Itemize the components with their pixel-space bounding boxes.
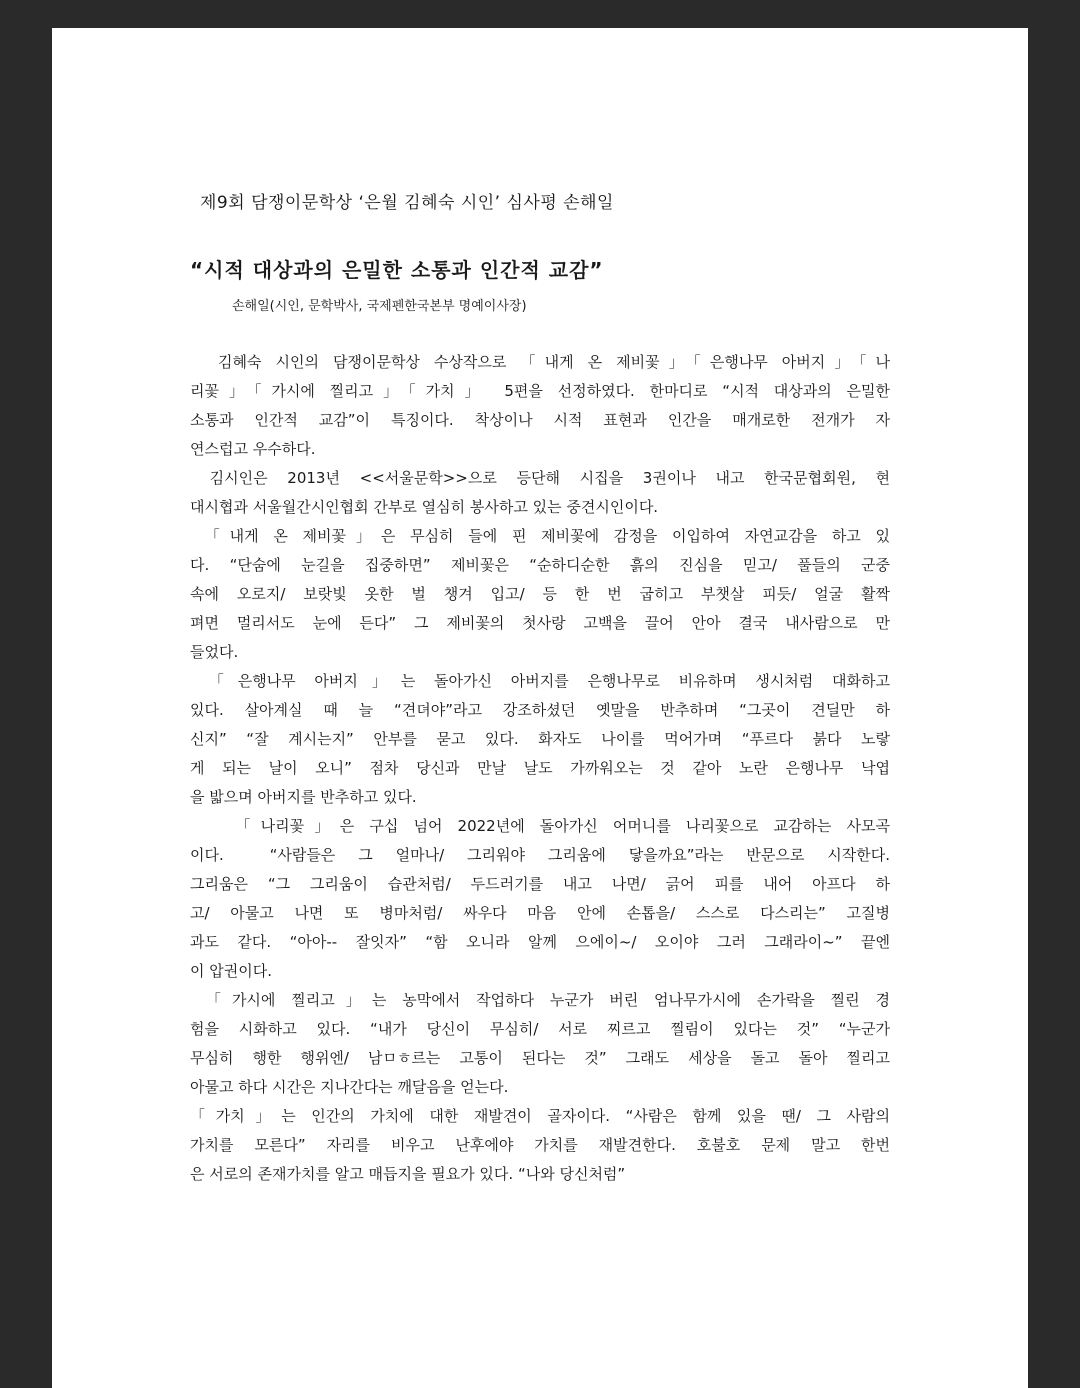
- text-line: 「나리꽃」은 구십 넘어 2022년에 돌아가신 어머니를 나리꽃으로 교감하는 사모곡: [190, 817, 890, 835]
- text-line: 무심히 행한 행위엔/ 남ㅁㅎ르는 고통이 된다는 것” 그래도 세상을 돌고 돌아 찔리고: [190, 1049, 890, 1067]
- document-page: [52, 28, 1028, 1388]
- text-line: 다. “단숨에 눈길을 집중하면” 제비꽃은 “순하디순한 흙의 진심을 믿고/ 풀들의 군중: [190, 556, 890, 574]
- text-line: 김시인은 2013년 <<서울문학>>으로 등단해 시집을 3권이나 내고 한국문협회원, 현: [190, 469, 890, 487]
- text-line: 그리움은 “그 그리움이 습관처럼/ 두드러기를 내고 나면/ 긁어 피를 내어 아프다 하: [190, 875, 890, 893]
- text-line: 「가시에 찔리고」는 농막에서 작업하다 누군가 버린 엄나무가시에 손가락을 찔린 경: [190, 991, 890, 1009]
- text-line: 게 되는 날이 오니” 점차 당신과 만날 날도 가까워오는 것 같아 노란 은행나무 낙엽: [190, 759, 890, 777]
- text-line: 연스럽고 우수하다.: [190, 440, 316, 458]
- paragraph: [190, 522, 890, 667]
- text-line: 있다. 살아계실 때 늘 “견뎌야”라고 강조하셨던 옛말을 반추하며 “그곳이 견딜만 하: [190, 701, 890, 719]
- paragraph: [190, 1102, 890, 1189]
- document-title: 제9회 담쟁이문학상 ‘은월 김혜숙 시인’ 심사평 손해일: [200, 193, 614, 213]
- text-line: 고/ 아물고 나면 또 병마처럼/ 싸우다 마음 안에 손톱을/ 스스로 다스리는” 고질병: [190, 904, 890, 922]
- text-line: 대시협과 서울월간시인협회 간부로 열심히 봉사하고 있는 중견시인이다.: [190, 498, 659, 516]
- review-body: [190, 348, 890, 1189]
- text-line: 은 서로의 존재가치를 알고 매듭지을 필요가 있다. “나와 당신처럼”: [190, 1165, 626, 1183]
- text-line: 과도 같다. “아아-- 잘잇자” “함 오니라 알께 으에이~/ 오이야 그러 그래라이~” 끝엔: [190, 933, 890, 951]
- text-line: 아물고 하다 시간은 지나간다는 깨달음을 얻는다.: [190, 1078, 509, 1096]
- paragraph: [190, 667, 890, 812]
- paragraph: [190, 986, 890, 1102]
- text-line: 소통과 인간적 교감”이 특징이다. 착상이나 시적 표현과 인간을 매개로한 전개가 자: [190, 411, 890, 429]
- paragraph: [190, 464, 890, 522]
- text-line: 들었다.: [190, 643, 239, 661]
- text-line: 리꽃」「가시에 찔리고」「가치」 5편을 선정하였다. 한마디로 “시적 대상과의 은밀한: [190, 382, 890, 400]
- text-line: 김혜숙 시인의 담쟁이문학상 수상작으로 「내게 온 제비꽃」「은행나무 아버지」「나: [190, 353, 890, 371]
- text-line: 을 밟으며 아버지를 반추하고 있다.: [190, 788, 417, 806]
- text-line: 「내게 온 제비꽃」은 무심히 들에 핀 제비꽃에 감정을 이입하여 자연교감을 하고 있: [190, 527, 890, 545]
- text-line: 「은행나무 아버지」는 돌아가신 아버지를 은행나무로 비유하며 생시처럼 대화하고: [190, 672, 890, 690]
- text-line: 이 압권이다.: [190, 962, 272, 980]
- text-line: 속에 오로지/ 보랏빛 옷한 벌 챙겨 입고/ 등 한 번 굽히고 부챗살 피듯/ 얼굴 활짝: [190, 585, 890, 603]
- paragraph: [190, 812, 890, 986]
- text-line: 「가치」는 인간의 가치에 대한 재발견이 골자이다. “사람은 함께 있을 땐/ 그 사람의: [190, 1107, 890, 1125]
- text-line: 펴면 멀리서도 눈에 든다” 그 제비꽃의 첫사랑 고백을 끌어 안아 결국 내사람으로 만: [190, 614, 890, 632]
- text-line: 험을 시화하고 있다. “내가 당신이 무심히/ 서로 찌르고 찔림이 있다는 것” “누군가: [190, 1020, 890, 1038]
- text-line: 가치를 모른다” 자리를 비우고 난후에야 가치를 재발견한다. 호불호 문제 말고 한번: [190, 1136, 890, 1154]
- paragraph: [190, 348, 890, 464]
- author-line: 손해일(시인, 문학박사, 국제펜한국본부 명예이사장): [232, 299, 527, 314]
- text-line: 이다. “사람들은 그 얼마나/ 그리워야 그리움에 닿을까요”라는 반문으로 시작한다.: [190, 846, 890, 864]
- review-heading: “시적 대상과의 은밀한 소통과 인간적 교감”: [190, 258, 604, 282]
- text-line: 신지” “잘 계시는지” 안부를 묻고 있다. 화자도 나이를 먹어가며 “푸르다 붉다 노랗: [190, 730, 890, 748]
